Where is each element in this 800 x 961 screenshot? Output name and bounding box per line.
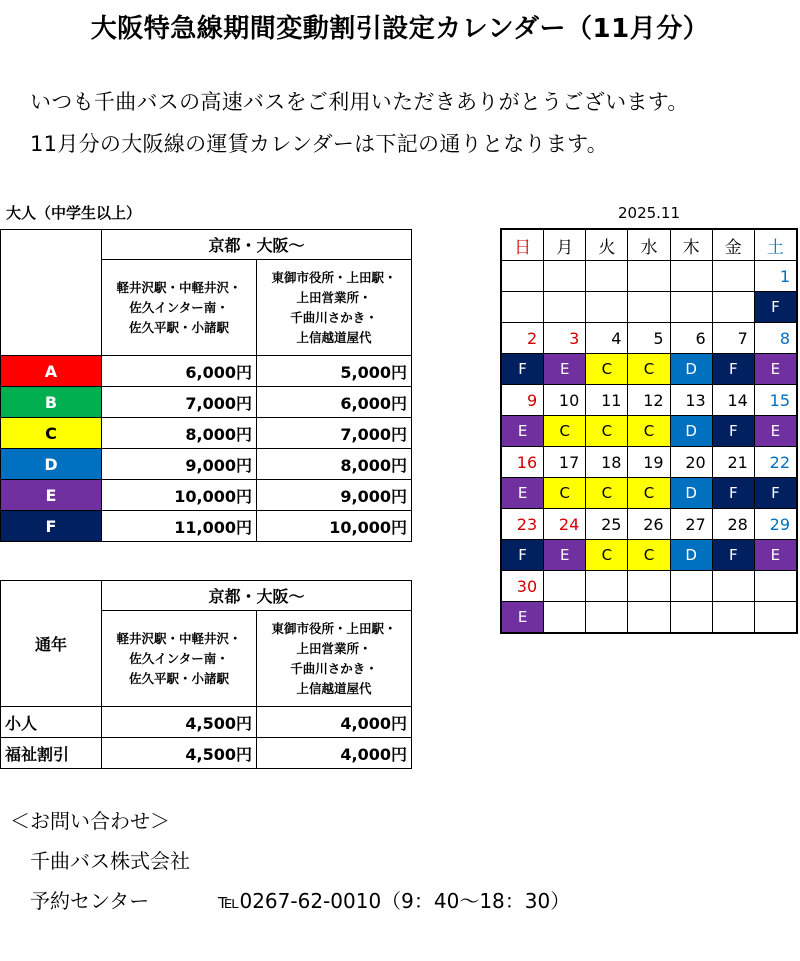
calendar-day: 13 [670,385,712,416]
calendar-grade [754,602,797,634]
calendar-day: 18 [586,447,628,478]
calendar-day: 7 [712,323,754,354]
weekday-header: 金 [712,229,754,261]
calendar-day: 25 [586,509,628,540]
calendar-day [628,261,670,292]
price-d-2: 8,000円 [257,449,412,480]
price-f-1: 11,000円 [102,511,257,542]
calendar-grade [670,292,712,323]
price-a-1: 6,000円 [102,356,257,387]
blank-corner [1,230,102,356]
calendar-grade: F [712,478,754,509]
calendar-grade: C [628,478,670,509]
calendar-day: 14 [712,385,754,416]
calendar-day [586,261,628,292]
weekday-header: 土 [754,229,797,261]
welfare-label: 福祉割引 [1,738,102,769]
col2-header: 東御市役所・上田駅・ 上田営業所・ 千曲川さかき・ 上信越道屋代 [257,260,412,356]
calendar-day: 8 [754,323,797,354]
weekday-header: 日 [501,229,544,261]
welfare-price-1: 4,500円 [102,738,257,769]
calendar-grade [712,602,754,634]
calendar-grade: F [501,540,544,571]
calendar-grade: E [754,354,797,385]
weekday-header: 火 [586,229,628,261]
calendar-grade: C [586,416,628,447]
calendar-day: 9 [501,385,544,416]
year-col2-header: 東御市役所・上田駅・ 上田営業所・ 千曲川さかき・ 上信越道屋代 [257,611,412,707]
calendar-day [544,571,586,602]
price-c-2: 7,000円 [257,418,412,449]
price-a-2: 5,000円 [257,356,412,387]
calendar-day: 16 [501,447,544,478]
fare-row-e [1,480,412,511]
calendar-grade: C [628,354,670,385]
calendar-grade: F [754,292,797,323]
calendar-day: 27 [670,509,712,540]
calendar-day: 20 [670,447,712,478]
grade-c: C [1,418,102,449]
grade-f: F [1,511,102,542]
calendar-day: 1 [754,261,797,292]
calendar-day: 12 [628,385,670,416]
adult-label: 大人（中学生以上） [6,204,142,222]
grade-b: B [1,387,102,418]
weekday-header: 月 [544,229,586,261]
child-price-2: 4,000円 [257,707,412,738]
year-col1-header: 軽井沢駅・中軽井沢・ 佐久インター南・ 佐久平駅・小諸駅 [102,611,257,707]
page-title: 大阪特急線期間変動割引設定カレンダー（11月分） [90,14,710,44]
calendar-day: 5 [628,323,670,354]
contact-heading: ＜お問い合わせ＞ [10,809,170,833]
calendar-day: 2 [501,323,544,354]
calendar-grade: D [670,478,712,509]
reservation-center-label: 予約センター [30,889,150,913]
calendar-grade [712,292,754,323]
calendar-grade: F [712,354,754,385]
calendar-day: 11 [586,385,628,416]
calendar-day: 17 [544,447,586,478]
year-row-welfare [1,738,412,769]
calendar-day [628,571,670,602]
calendar-grade: C [544,478,586,509]
price-d-1: 9,000円 [102,449,257,480]
fare-row-b [1,387,412,418]
calendar-grade: C [544,416,586,447]
calendar-day [670,261,712,292]
year-dest-header: 京都・大阪～ [102,581,412,611]
calendar-day [712,261,754,292]
calendar-day: 10 [544,385,586,416]
price-b-1: 7,000円 [102,387,257,418]
calendar-grade: E [754,416,797,447]
calendar-grade [544,292,586,323]
child-label: 小人 [1,707,102,738]
fare-calendar [500,228,798,634]
calendar-day: 15 [754,385,797,416]
fare-row-d [1,449,412,480]
calendar-day [501,261,544,292]
calendar-grade: C [586,540,628,571]
calendar-grade [501,292,544,323]
welfare-price-2: 4,000円 [257,738,412,769]
calendar-day: 26 [628,509,670,540]
calendar-day: 21 [712,447,754,478]
col1-header: 軽井沢駅・中軽井沢・ 佐久インター南・ 佐久平駅・小諸駅 [102,260,257,356]
calendar-day: 29 [754,509,797,540]
fare-row-f [1,511,412,542]
calendar-grade [586,292,628,323]
year-row-child [1,707,412,738]
calendar-grade [544,602,586,634]
price-c-1: 8,000円 [102,418,257,449]
calendar-grade [628,602,670,634]
calendar-grade: C [628,540,670,571]
calendar-day: 22 [754,447,797,478]
fare-row-a [1,356,412,387]
calendar-grade: F [501,354,544,385]
weekday-header: 水 [628,229,670,261]
calendar-grade: F [712,416,754,447]
grade-d: D [1,449,102,480]
calendar-grade: D [670,354,712,385]
calendar-grade: E [754,540,797,571]
child-price-1: 4,500円 [102,707,257,738]
calendar-day: 28 [712,509,754,540]
calendar-day: 24 [544,509,586,540]
fare-row-c [1,418,412,449]
calendar-grade: E [544,354,586,385]
calendar-day [544,261,586,292]
calendar-day [712,571,754,602]
reservation-phone: ℡0267-62-0010（9：40～18：30） [218,889,571,913]
calendar-grade: D [670,416,712,447]
price-e-1: 10,000円 [102,480,257,511]
calendar-grade: C [586,478,628,509]
calendar-day [586,571,628,602]
calendar-day: 3 [544,323,586,354]
calendar-day: 6 [670,323,712,354]
calendar-grade [670,602,712,634]
weekday-header: 木 [670,229,712,261]
calendar-grade [628,292,670,323]
grade-a: A [1,356,102,387]
dest-header: 京都・大阪～ [102,230,412,260]
calendar-grade: E [501,602,544,634]
calendar-day: 23 [501,509,544,540]
price-b-2: 6,000円 [257,387,412,418]
calendar-grade: E [501,416,544,447]
grade-e: E [1,480,102,511]
calendar-day [754,571,797,602]
year-fare-table [0,580,412,769]
calendar-grade: D [670,540,712,571]
calendar-day [670,571,712,602]
year-label: 通年 [1,581,102,707]
adult-fare-table [0,229,412,542]
calendar-grade: F [712,540,754,571]
calendar-grade: E [501,478,544,509]
intro-line-2: 11月分の大阪線の運賃カレンダーは下記の通りとなります。 [30,132,609,156]
price-f-2: 10,000円 [257,511,412,542]
calendar-grade: C [586,354,628,385]
company-name: 千曲バス株式会社 [30,849,190,873]
calendar-day: 30 [501,571,544,602]
price-e-2: 9,000円 [257,480,412,511]
calendar-grade: C [628,416,670,447]
calendar-grade [586,602,628,634]
calendar-title: 2025.11 [617,204,681,222]
calendar-day: 19 [628,447,670,478]
intro-line-1: いつも千曲バスの高速バスをご利用いただきありがとうございます。 [30,90,689,114]
calendar-day: 4 [586,323,628,354]
calendar-grade: E [544,540,586,571]
calendar-grade: F [754,478,797,509]
